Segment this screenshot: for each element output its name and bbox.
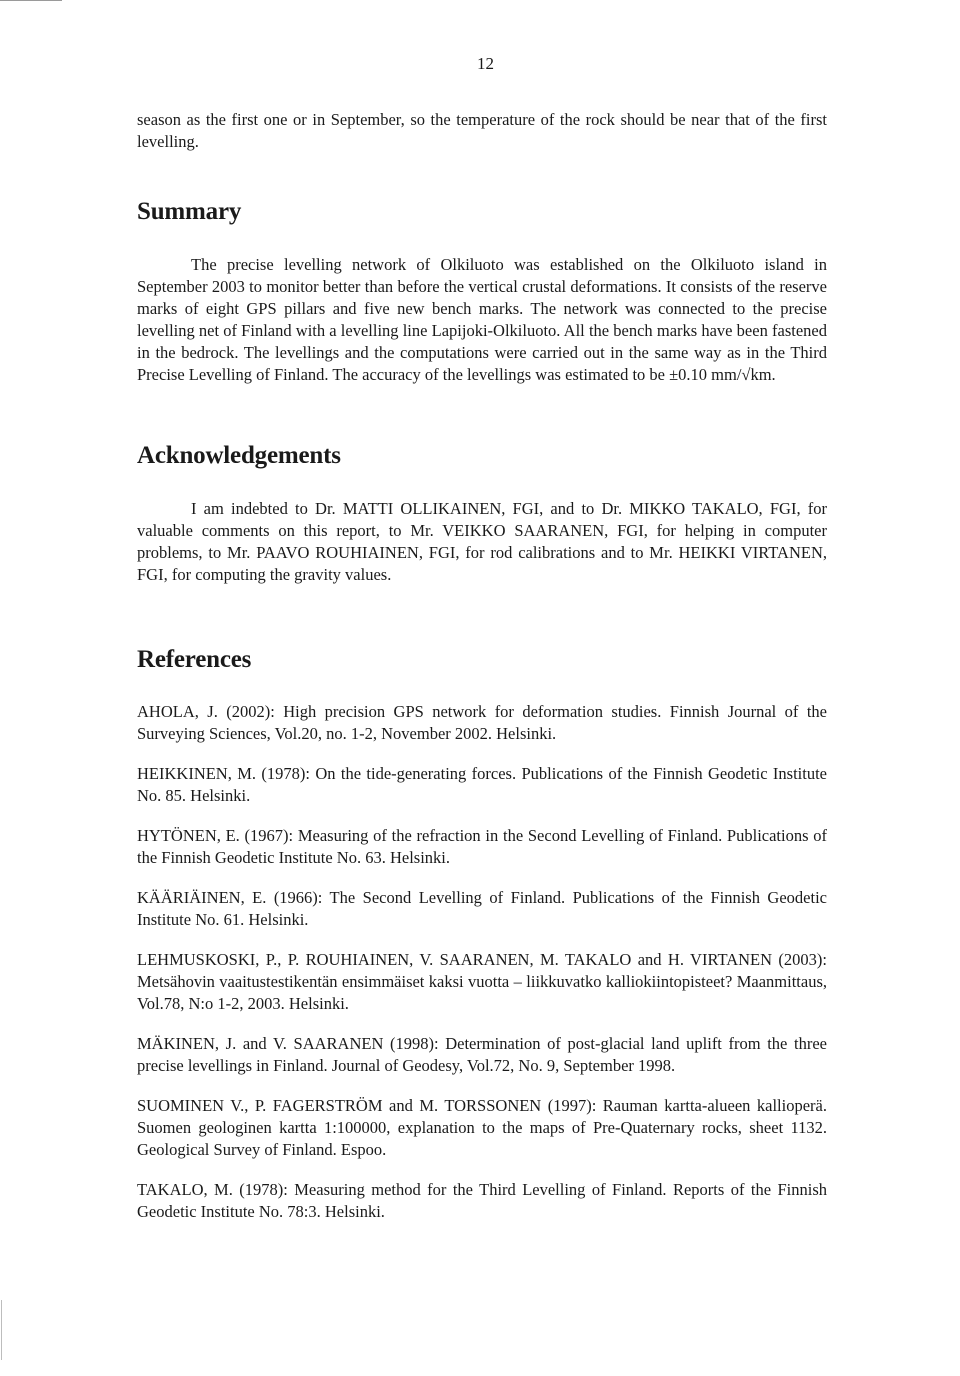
reference-item: TAKALO, M. (1978): Measuring method for the Third Levelling of Finland. Reports of the Finnish Geodetic Institute No. 78:3. Helsinki.	[137, 1180, 827, 1221]
page-body	[137, 109, 827, 1223]
reference-item: HYTÖNEN, E. (1967): Measuring of the refraction in the Second Levelling of Finland. Publications of the Finnish Geodetic Institute No. 63. Helsinki.	[137, 826, 827, 867]
references-heading: References	[137, 646, 252, 673]
reference-item: KÄÄRIÄINEN, E. (1966): The Second Levelling of Finland. Publications of the Finnish Geodetic Institute No. 61. Helsinki.	[137, 888, 827, 929]
reference-item: AHOLA, J. (2002): High precision GPS network for deformation studies. Finnish Journal of the Surveying Sciences, Vol.20, no. 1-2, November 2002. Helsinki.	[137, 702, 827, 743]
reference-item: MÄKINEN, J. and V. SAARANEN (1998): Determination of post-glacial land uplift from the three precise levellings in Finland. Journal of Geodesy, Vol.72, No. 9, September 1998.	[137, 1034, 827, 1075]
reference-list	[137, 701, 827, 1223]
reference-item: LEHMUSKOSKI, P., P. ROUHIAINEN, V. SAARANEN, M. TAKALO and H. VIRTANEN (2003): Metsähovin vaaitustestikentän ensimmäiset kaksi vuotta – liikkuvatko kalliokiintopisteet? Maanmittaus, Vol.78, N:o 1-2, 2003. Helsinki.	[137, 950, 827, 1013]
reference-item: SUOMINEN V., P. FAGERSTRÖM and M. TORSSONEN (1997): Rauman kartta-alueen kallioperä. Suomen geologinen kartta 1:100000, explanation to the maps of Pre-Quaternary rocks, sheet 1132. Geological Survey of Finland. Espoo.	[137, 1096, 827, 1159]
acknowledgements-heading: Acknowledgements	[137, 442, 341, 469]
page-number: 12	[477, 54, 494, 73]
scan-edge-line	[0, 0, 62, 1]
summary-heading: Summary	[137, 198, 242, 225]
summary-paragraph: The precise levelling network of Olkiluoto was established on the Olkiluoto island in September 2003 to monitor better than before the vertical crustal deformations. It consists of the reserve marks of eight GPS pillars and five new bench marks. The network was connected to the precise levelling net of Finland with a levelling line Lapijoki-Olkiluoto. All the bench marks have been fastened in the bedrock. The levellings and the computations were carried out in the same way as in the Third Precise Levelling of Finland. The accuracy of the levellings was estimated to be ±0.10 mm/√km.	[137, 255, 827, 384]
reference-item: HEIKKINEN, M. (1978): On the tide-generating forces. Publications of the Finnish Geodetic Institute No. 85. Helsinki.	[137, 764, 827, 805]
scan-margin-line	[1, 1300, 2, 1360]
continued-paragraph: season as the first one or in September, so the temperature of the rock should be near that of the first levelling.	[137, 110, 827, 151]
acknowledgements-paragraph: I am indebted to Dr. MATTI OLLIKAINEN, FGI, and to Dr. MIKKO TAKALO, FGI, for valuable comments on this report, to Mr. VEIKKO SAARANEN, FGI, for helping in computer problems, to Mr. PAAVO ROUHIAINEN, FGI, for rod calibrations and to Mr. HEIKKI VIRTANEN, FGI, for computing the gravity values.	[137, 499, 827, 584]
